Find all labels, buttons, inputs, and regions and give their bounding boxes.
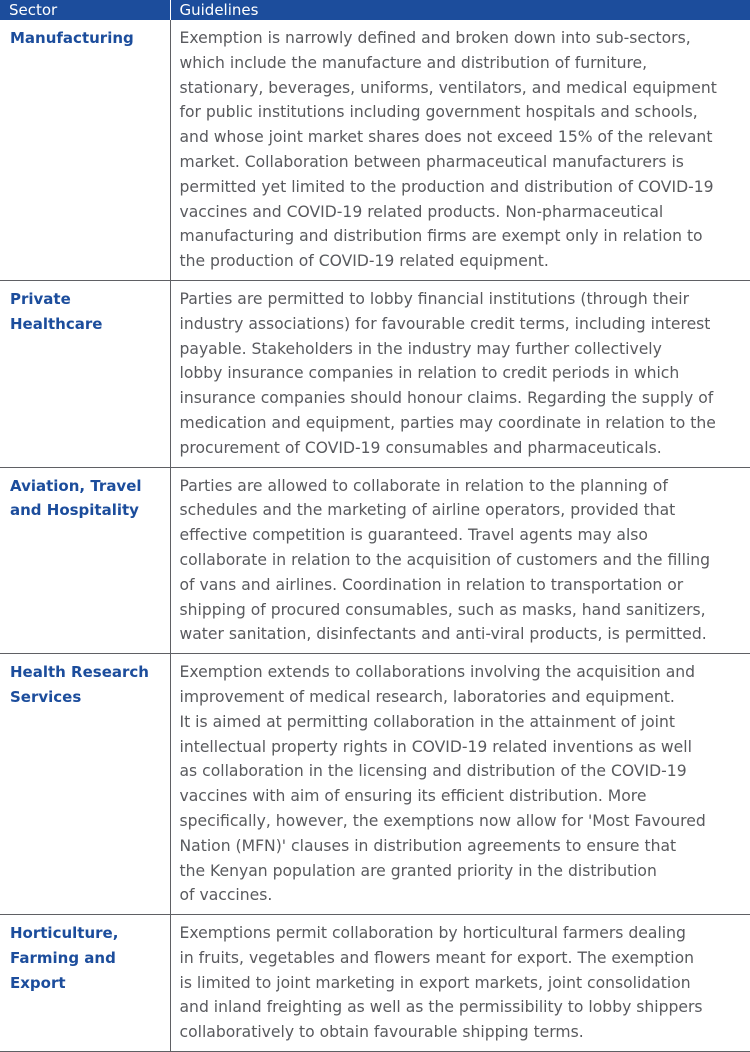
table-row [0,467,750,654]
guideline-cell [170,20,750,280]
sector-cell [0,654,170,915]
guideline-line: as collaboration in the licensing and distribution of the COVID-19 [179,762,687,781]
header-sector: Sector [0,0,170,20]
sector-cell [0,280,170,467]
sector-line: Aviation, Travel [10,476,142,495]
table-row [0,915,750,1052]
table-row [0,280,750,467]
guideline-line: vaccines and COVID-19 related products. Non-pharmaceutical [179,202,664,221]
guideline-line: Parties are permitted to lobby financial institutions (through their [179,289,690,308]
guideline-line: improvement of medical research, laboratories and equipment. [179,687,675,706]
sector-cell [0,467,170,654]
guideline-line: and whose joint market shares does not exceed 15% of the relevant [179,128,713,147]
sector-line: Health Research [10,663,149,682]
guideline-cell [170,915,750,1052]
guideline-line: which include the manufacture and distribution of furniture, [179,53,648,72]
guideline-cell [170,280,750,467]
guideline-line: Nation (MFN)' clauses in distribution agreements to ensure that [179,836,677,855]
guideline-line: insurance companies should honour claims. Regarding the supply of [179,389,714,408]
header-row [0,0,750,20]
sector-cell [0,20,170,280]
table-row [0,654,750,915]
guideline-line: of vans and airlines. Coordination in relation to transportation or [179,575,684,594]
guideline-line: Exemption is narrowly defined and broken down into sub-sectors, [179,29,691,47]
sector-cell [0,915,170,1052]
guideline-line: in fruits, vegetables and flowers meant for export. The exemption [179,948,695,967]
guideline-line: collaborate in relation to the acquisition of customers and the filling [179,550,711,569]
table-header [0,0,750,20]
sector-line: Export [10,973,66,992]
guideline-line: medication and equipment, parties may coordinate in relation to the [179,413,716,432]
table-body [0,20,750,1052]
guideline-line: schedules and the marketing of airline operators, provided that [179,501,676,520]
guideline-line: shipping of procured consumables, such as masks, hand sanitizers, [179,600,706,619]
guideline-line: Parties are allowed to collaborate in relation to the planning of [179,476,668,495]
guideline-line: It is aimed at permitting collaboration in the attainment of joint [179,712,675,731]
sector-line: Private Healthcare [10,289,103,333]
guideline-line: Exemption extends to collaborations involving the acquisition and [179,663,696,682]
guideline-cell [170,654,750,915]
guideline-line: effective competition is guaranteed. Travel agents may also [179,526,648,545]
guideline-line: the Kenyan population are granted priority in the distribution [179,861,657,880]
table-row [0,20,750,280]
guideline-line: Exemptions permit collaboration by horticultural farmers dealing [179,924,686,943]
guideline-line: the production of COVID-19 related equipment. [179,252,549,271]
guideline-line: of vaccines. [179,886,273,905]
guideline-line: industry associations) for favourable credit terms, including interest [179,314,711,333]
guideline-line: for public institutions including government hospitals and schools, [179,103,698,122]
sector-line: Services [10,687,82,706]
sector-line: Farming and [10,948,116,967]
guideline-line: payable. Stakeholders in the industry may further collectively [179,339,662,358]
guideline-line: collaboratively to obtain favourable shipping terms. [179,1023,584,1042]
sector-line: Manufacturing [10,29,134,47]
sector-line: and Hospitality [10,501,139,520]
guideline-line: lobby insurance companies in relation to credit periods in which [179,364,680,383]
header-guidelines: Guidelines [170,0,750,20]
guideline-line: procurement of COVID-19 consumables and pharmaceuticals. [179,438,662,457]
guideline-line: water sanitation, disinfectants and anti-viral products, is permitted. [179,625,707,644]
guideline-line: manufacturing and distribution firms are exempt only in relation to [179,227,703,246]
sector-line: Horticulture, [10,924,119,943]
guideline-line: is limited to joint marketing in export markets, joint consolidation [179,973,691,992]
guideline-line: stationary, beverages, uniforms, ventilators, and medical equipment [179,78,717,97]
guideline-line: vaccines with aim of ensuring its efficient distribution. More [179,787,647,806]
guideline-line: intellectual property rights in COVID-19 related inventions as well [179,737,692,756]
guideline-cell [170,467,750,654]
guideline-line: and inland freighting as well as the permissibility to lobby shippers [179,998,703,1017]
guideline-line: permitted yet limited to the production and distribution of COVID-19 [179,177,714,196]
guideline-line: specifically, however, the exemptions now allow for 'Most Favoured [179,811,706,830]
guideline-line: market. Collaboration between pharmaceutical manufacturers is [179,152,684,171]
